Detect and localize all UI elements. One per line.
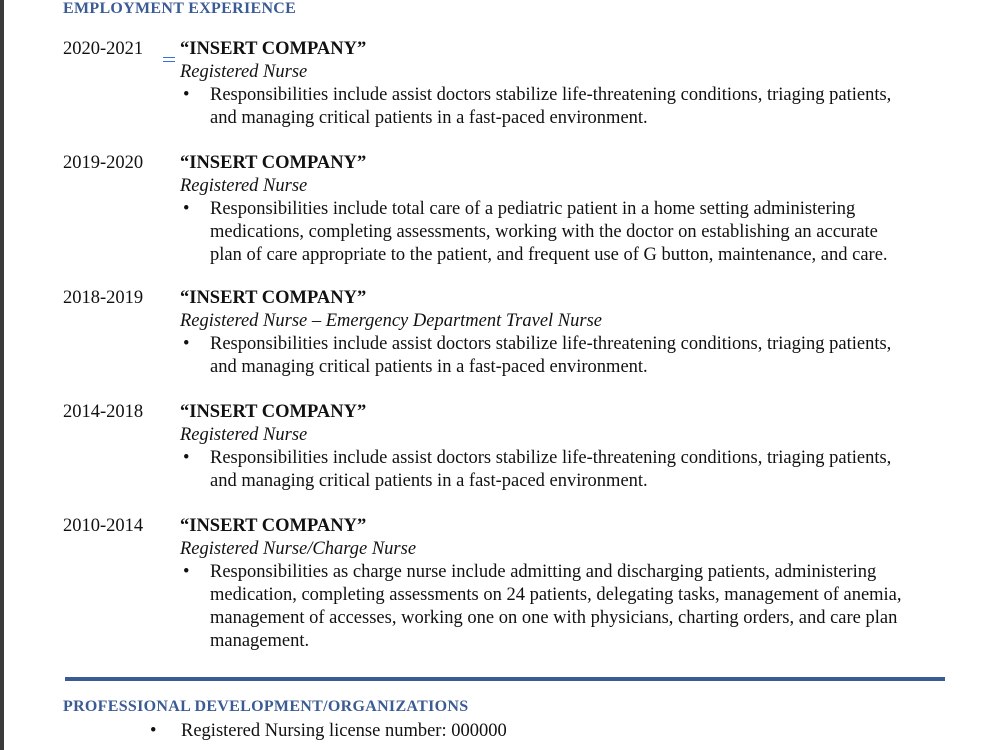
license-text: Registered Nursing license number: 000000: [181, 721, 507, 741]
responsibilities-text: [210, 198, 888, 267]
bullet-icon: •: [183, 448, 190, 468]
bullet-icon: •: [183, 199, 190, 219]
spellcheck-marker: [163, 57, 175, 62]
window-edge: [0, 0, 4, 750]
entry-dates: 2019-2020: [63, 153, 144, 173]
entry-dates: 2018-2019: [63, 288, 144, 308]
company-name: “INSERT COMPANY”: [180, 402, 367, 422]
bullet-icon: •: [150, 721, 157, 741]
responsibility-line: and managing critical patients in a fast-paced environment.: [210, 357, 648, 377]
responsibility-line: and managing critical patients in a fast-paced environment.: [210, 471, 648, 491]
responsibility-line: Responsibilities include assist doctors stabilize life-threatening conditions, triaging patients,: [210, 334, 892, 354]
responsibilities-text: [210, 447, 891, 493]
responsibility-line: Responsibilities include total care of a pediatric patient in a home setting administering: [210, 199, 856, 219]
responsibilities-text: [210, 84, 891, 130]
employment-experience-heading: EMPLOYMENT EXPERIENCE: [63, 0, 297, 17]
job-role: Registered Nurse: [180, 176, 308, 196]
entry-dates: 2010-2014: [63, 516, 144, 536]
responsibility-line: and managing critical patients in a fast-paced environment.: [210, 108, 648, 128]
section-divider: [65, 677, 945, 681]
entry-dates: 2014-2018: [63, 402, 144, 422]
company-name: “INSERT COMPANY”: [180, 153, 367, 173]
responsibility-line: plan of care appropriate to the patient, and frequent use of G button, maintenance, and care.: [210, 245, 888, 265]
company-name: “INSERT COMPANY”: [180, 39, 367, 59]
professional-development-heading: PROFESSIONAL DEVELOPMENT/ORGANIZATIONS: [63, 698, 469, 715]
job-role: Registered Nurse – Emergency Department Travel Nurse: [180, 311, 602, 331]
bullet-icon: •: [183, 85, 190, 105]
responsibilities-text: [210, 333, 891, 379]
responsibility-line: Responsibilities include assist doctors stabilize life-threatening conditions, triaging patients,: [210, 85, 892, 105]
responsibility-line: management.: [210, 631, 310, 651]
responsibility-line: Responsibilities as charge nurse include admitting and discharging patients, administering: [210, 562, 877, 582]
job-role: Registered Nurse/Charge Nurse: [180, 539, 417, 559]
responsibility-line: medication, completing assessments on 24 patients, delegating tasks, management of anemia,: [210, 585, 902, 605]
company-name: “INSERT COMPANY”: [180, 516, 367, 536]
bullet-icon: •: [183, 334, 190, 354]
bullet-icon: •: [183, 562, 190, 582]
responsibility-line: management of accesses, working one on one with physicians, charting orders, and care plan: [210, 608, 898, 628]
job-role: Registered Nurse: [180, 62, 308, 82]
company-name: “INSERT COMPANY”: [180, 288, 367, 308]
responsibility-line: medications, completing assessments, working with the doctor on establishing an accurate: [210, 222, 878, 242]
job-role: Registered Nurse: [180, 425, 308, 445]
responsibilities-text: [210, 561, 902, 653]
responsibility-line: Responsibilities include assist doctors stabilize life-threatening conditions, triaging patients,: [210, 448, 892, 468]
entry-dates: 2020-2021: [63, 39, 144, 59]
